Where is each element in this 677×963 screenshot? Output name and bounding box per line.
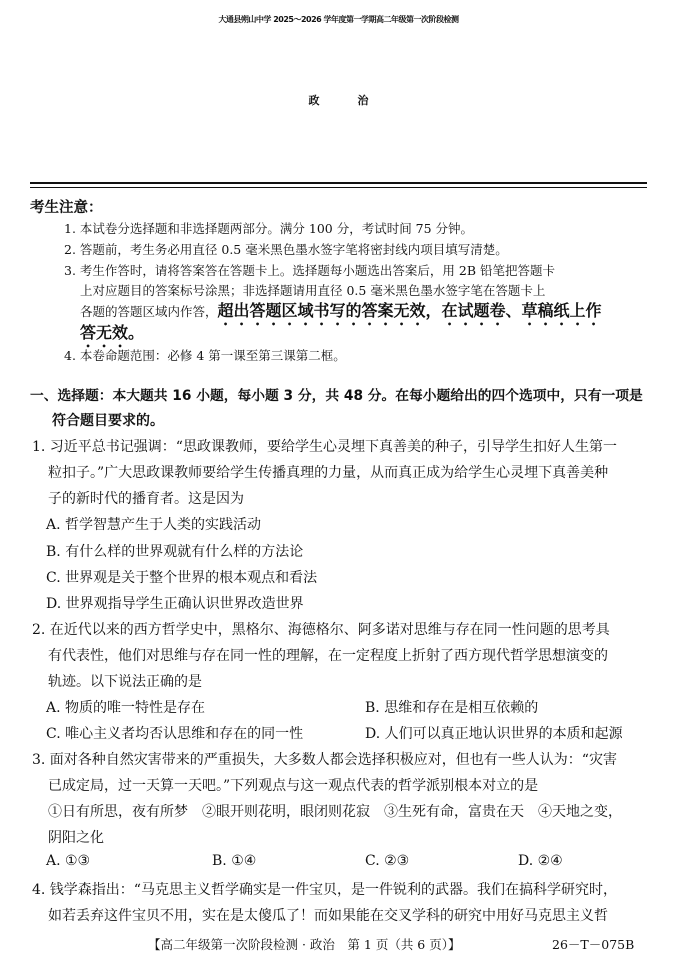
notice-item-3-cont: 上对应题目的答案标号涂黑；非选择题请用直径 0.5 毫米黑色墨水签字笔在答题卡上 xyxy=(80,283,546,298)
q3-option-a: A. ①③ xyxy=(46,853,91,869)
q3-items-cont: 阴阳之化 xyxy=(48,830,104,846)
q1-stem-3: 子的新时代的播育者。这是因为 xyxy=(48,491,244,507)
q2-option-a: A. 物质的唯一特性是存在 xyxy=(46,700,206,716)
q1-option-a: A. 哲学智慧产生于人类的实践活动 xyxy=(46,517,262,533)
notice-item-4: 4. 本卷命题范围：必修 4 第一课至第三课第二框。 xyxy=(64,348,346,363)
notice-item-2: 2. 答题前，考生务必用直径 0.5 毫米黑色墨水签字笔将密封线内项目填写清楚。 xyxy=(64,242,508,257)
notice-item-3-prefix: 各题的答题区域内作答， xyxy=(80,304,218,319)
q2-option-b: B. 思维和存在是相互依赖的 xyxy=(365,700,539,716)
q3-option-c: C. ②③ xyxy=(365,853,410,869)
q3-stem: 3. 面对各种自然灾害带来的严重损失，大多数人都会选择积极应对，但也有一些人认为：“灾害 xyxy=(32,752,617,768)
q2-stem: 2. 在近代以来的西方哲学史中，黑格尔、海德格尔、阿多诺对思维与存在同一性问题的思考具 xyxy=(32,622,610,638)
section-heading-cont: 符合题目要求的。 xyxy=(52,413,164,429)
subject-title: 政治 xyxy=(308,94,407,107)
q2-stem-2: 有代表性，他们对思维与存在同一性的理解，在一定程度上折射了西方现代哲学思想演变的 xyxy=(48,648,608,664)
notice-emphasis-end: 答无效。 xyxy=(80,323,145,342)
q3-items: ①日有所思，夜有所梦 ②眼开则花明，眼闭则花寂 ③生死有命，富贵在天 ④天地之变， xyxy=(48,804,622,820)
q3-stem-2: 已成定局，过一天算一天吧。”下列观点与这一观点代表的哲学派别根本对立的是 xyxy=(48,778,539,794)
q2-stem-3: 轨迹。以下说法正确的是 xyxy=(48,674,202,690)
q1-option-c: C. 世界观是关于整个世界的根本观点和看法 xyxy=(46,570,318,586)
page-footer: 【高二年级第一次阶段检测 · 政治 第 1 页（共 6 页）】 xyxy=(148,937,461,952)
q1-option-d: D. 世界观指导学生正确认识世界改造世界 xyxy=(46,596,304,612)
exam-title: 大通县朔山中学 2025～2026 学年度第一学期高二年级第一次阶段检测 xyxy=(218,15,459,24)
q3-option-d: D. ②④ xyxy=(518,853,563,869)
q2-option-c: C. 唯心主义者均否认思维和存在的同一性 xyxy=(46,726,304,742)
q2-option-d: D. 人们可以真正地认识世界的本质和起源 xyxy=(365,726,623,742)
q3-option-b: B. ①④ xyxy=(212,853,257,869)
divider-thin xyxy=(30,187,647,188)
notice-item-1: 1. 本试卷分选择题和非选择题两部分。满分 100 分，考试时间 75 分钟。 xyxy=(64,221,474,236)
notice-heading: 考生注意： xyxy=(30,200,103,216)
q1-stem-2: 粒扣子。”广大思政课教师要给学生传播真理的力量，从而真正成为给学生心灵埋下真善美种 xyxy=(48,465,609,481)
paper-code: 26－T－075B xyxy=(552,937,635,952)
q4-stem-2: 如若丢弃这件宝贝不用，实在是太傻瓜了！而如果能在交叉学科的研究中用好马克思主义哲 xyxy=(48,908,608,924)
q1-option-b: B. 有什么样的世界观就有什么样的方法论 xyxy=(46,544,304,560)
q1-stem: 1. 习近平总书记强调：“思政课教师，要给学生心灵埋下真善美的种子，引导学生扣好人生第一 xyxy=(32,439,617,455)
divider-thick xyxy=(30,182,647,184)
q4-stem: 4. 钱学森指出：“马克思主义哲学确实是一件宝贝，是一件锐利的武器。我们在搞科学研究时， xyxy=(32,882,617,898)
notice-item-3: 3. 考生作答时，请将答案答在答题卡上。选择题每小题选出答案后，用 2B 铅笔把答题卡 xyxy=(64,263,555,278)
section-heading: 一、选择题：本大题共 16 小题，每小题 3 分，共 48 分。在每小题给出的四个选项中，只有一项是 xyxy=(30,388,643,404)
notice-emphasis: 超出答题区域书写的答案无效，在试题卷、草稿纸上作 xyxy=(217,301,602,320)
notice-item-3-line3 xyxy=(80,298,602,329)
